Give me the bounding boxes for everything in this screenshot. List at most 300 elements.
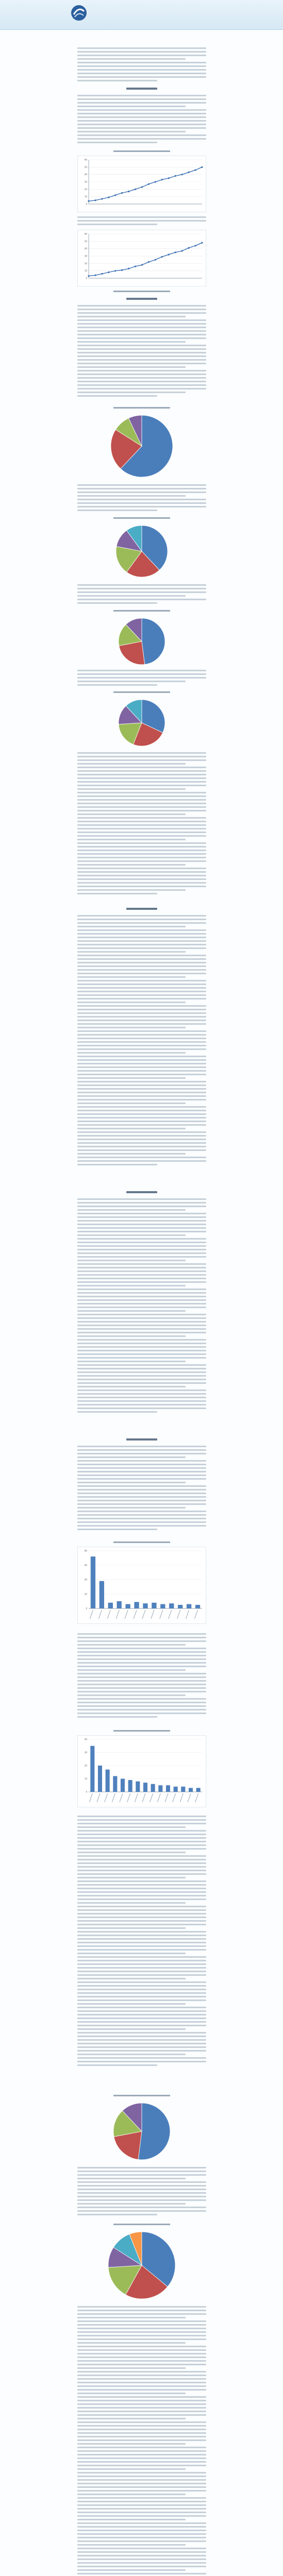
text-line xyxy=(77,2192,206,2194)
text-line xyxy=(77,1009,206,1010)
text-line xyxy=(77,973,206,974)
text-line xyxy=(77,681,186,682)
text-line xyxy=(77,1092,206,1093)
bar xyxy=(158,1785,162,1792)
text-line xyxy=(77,1917,206,1918)
text-line xyxy=(77,2028,186,2030)
text-line xyxy=(77,1709,206,1710)
text-line xyxy=(77,502,206,504)
bar xyxy=(143,1603,147,1608)
text-line xyxy=(77,1382,206,1384)
text-line xyxy=(77,673,206,675)
text-line xyxy=(77,220,206,222)
text-line xyxy=(77,1478,206,1480)
data-point xyxy=(201,166,203,168)
text-line xyxy=(77,2407,206,2409)
bar xyxy=(143,1783,147,1792)
text-line xyxy=(77,305,206,307)
text-line xyxy=(77,1077,186,1079)
text-line xyxy=(77,1059,206,1061)
section-heading xyxy=(77,1190,206,1195)
pie-chart xyxy=(77,2229,206,2303)
text-line xyxy=(77,1467,206,1469)
section-heading-rule xyxy=(126,908,157,910)
figure-caption xyxy=(77,2094,206,2098)
y-tick-label: 60 xyxy=(84,158,87,161)
text-line xyxy=(77,1371,206,1373)
text-line xyxy=(77,1648,206,1649)
text-line xyxy=(77,1121,206,1122)
text-line xyxy=(77,1361,186,1362)
text-line xyxy=(77,1687,206,1689)
text-paragraph xyxy=(77,915,206,1167)
data-point xyxy=(135,189,136,190)
text-line xyxy=(77,763,186,765)
text-line xyxy=(77,1981,206,1983)
text-line xyxy=(77,2555,206,2556)
bar xyxy=(108,1603,113,1608)
bar xyxy=(178,1605,182,1608)
text-line xyxy=(77,1464,206,1465)
text-line xyxy=(77,821,206,822)
pie-chart-svg xyxy=(77,522,206,581)
text-line xyxy=(77,348,206,350)
text-line xyxy=(77,1891,206,1893)
text-line xyxy=(77,1227,206,1229)
text-line xyxy=(77,1895,206,1896)
text-line xyxy=(77,1503,206,1505)
text-line xyxy=(77,1511,206,1512)
text-line xyxy=(77,1252,206,1254)
text-line xyxy=(77,1303,206,1304)
pie-chart-svg xyxy=(77,412,206,481)
text-line xyxy=(77,62,206,63)
data-point xyxy=(155,181,156,182)
text-line xyxy=(77,73,206,74)
text-line xyxy=(77,1285,186,1286)
text-line xyxy=(77,868,206,869)
text-line xyxy=(77,1931,206,1933)
text-line xyxy=(77,806,206,808)
text-line xyxy=(77,1117,206,1118)
text-line xyxy=(77,2526,206,2528)
text-line xyxy=(77,120,206,122)
text-line xyxy=(77,330,206,332)
text-line xyxy=(77,2393,186,2394)
text-line xyxy=(77,857,206,858)
text-line xyxy=(77,770,206,772)
text-line xyxy=(77,2371,206,2372)
text-line xyxy=(77,756,206,757)
text-line xyxy=(77,2181,206,2183)
text-line xyxy=(77,1256,206,1258)
text-line xyxy=(77,1375,206,1377)
text-line xyxy=(77,69,206,71)
text-line xyxy=(77,1460,206,1462)
text-line xyxy=(77,1953,186,1954)
data-point xyxy=(181,174,183,175)
bar-chart xyxy=(77,1547,206,1624)
y-tick-label: 60 xyxy=(84,1564,87,1567)
text-line xyxy=(77,2185,206,2187)
text-line xyxy=(77,2508,206,2510)
text-line xyxy=(77,2010,206,2012)
data-point xyxy=(175,175,176,177)
text-line xyxy=(77,337,206,339)
text-line xyxy=(77,1870,206,1871)
text-line xyxy=(77,871,206,873)
text-line xyxy=(77,58,186,60)
figure-caption-rule xyxy=(113,407,170,409)
text-line xyxy=(77,2210,206,2212)
bar xyxy=(181,1787,185,1792)
text-line xyxy=(77,2331,206,2333)
text-line xyxy=(77,327,206,328)
text-line xyxy=(77,341,186,343)
text-line xyxy=(77,363,206,364)
figure-caption xyxy=(77,609,206,613)
text-paragraph xyxy=(77,305,206,399)
bar-chart xyxy=(77,1735,206,1807)
text-line xyxy=(77,1651,206,1653)
text-line xyxy=(77,670,206,671)
text-line xyxy=(77,1826,186,1828)
text-line xyxy=(77,2530,206,2531)
data-point xyxy=(161,256,163,258)
text-line xyxy=(77,1500,206,1501)
text-line xyxy=(77,395,157,397)
figure-caption-rule xyxy=(113,2224,170,2225)
chart-frame xyxy=(77,1735,206,1807)
text-line xyxy=(77,2476,206,2477)
text-line xyxy=(77,2548,206,2549)
text-line xyxy=(77,1960,206,1961)
text-paragraph xyxy=(77,2306,206,2576)
y-tick-label: 40 xyxy=(84,1578,87,1581)
text-line xyxy=(77,1920,206,1922)
text-paragraph xyxy=(77,484,206,513)
org-name-en xyxy=(91,13,214,21)
text-line xyxy=(77,2324,206,2326)
bar xyxy=(169,1603,174,1608)
text-line xyxy=(77,1521,206,1523)
text-line xyxy=(77,1095,206,1097)
pie-chart xyxy=(77,2100,206,2164)
figure-caption xyxy=(77,690,206,694)
y-tick-label: 0 xyxy=(86,1607,87,1610)
text-line xyxy=(77,134,206,136)
text-line xyxy=(77,1456,186,1458)
text-line xyxy=(77,752,206,754)
text-line xyxy=(77,1048,206,1050)
org-name-cn xyxy=(91,4,214,11)
data-point xyxy=(94,275,96,276)
text-line xyxy=(77,1974,206,1976)
line-chart-svg xyxy=(77,156,206,212)
text-line xyxy=(77,1081,206,1082)
text-line xyxy=(77,1945,206,1947)
text-line xyxy=(77,2061,206,2062)
text-line xyxy=(77,2306,206,2308)
text-line xyxy=(77,595,186,597)
text-line xyxy=(77,95,206,96)
bar xyxy=(151,1784,155,1792)
text-paragraph xyxy=(77,2167,206,2217)
text-line xyxy=(77,2018,206,2019)
text-line xyxy=(77,1149,206,1151)
figure-caption xyxy=(77,516,206,520)
text-line xyxy=(77,2461,206,2463)
text-line xyxy=(77,958,206,960)
text-line xyxy=(77,2566,206,2567)
text-line xyxy=(77,1673,206,1674)
y-tick-label: 30 xyxy=(84,180,87,183)
data-point xyxy=(101,273,103,275)
text-line xyxy=(77,926,186,927)
text-line xyxy=(77,1400,206,1402)
text-line xyxy=(77,2064,157,2066)
text-line xyxy=(77,352,206,353)
text-line xyxy=(77,1514,206,1516)
text-line xyxy=(77,1938,206,1940)
text-line xyxy=(77,893,157,894)
text-line xyxy=(77,1698,206,1700)
text-line xyxy=(77,799,206,801)
text-line xyxy=(77,1862,206,1864)
text-line xyxy=(77,933,206,935)
text-line xyxy=(77,1206,206,1207)
text-line xyxy=(77,116,206,118)
text-line xyxy=(77,951,186,953)
text-line xyxy=(77,1713,206,1714)
text-line xyxy=(77,2313,206,2315)
text-line xyxy=(77,1110,206,1111)
text-line xyxy=(77,1070,206,1072)
text-line xyxy=(77,962,206,963)
text-paragraph xyxy=(77,584,206,606)
text-line xyxy=(77,1124,206,1126)
text-line xyxy=(77,1705,206,1707)
text-line xyxy=(77,1662,206,1664)
text-line xyxy=(77,2174,206,2176)
text-line xyxy=(77,777,206,779)
text-line xyxy=(77,2515,206,2517)
text-line xyxy=(77,323,206,325)
text-line xyxy=(77,1837,206,1839)
text-line xyxy=(77,1074,206,1075)
text-line xyxy=(77,1164,157,1165)
text-line xyxy=(77,98,206,100)
text-line xyxy=(77,1084,206,1086)
figure-caption-rule xyxy=(113,517,170,519)
text-line xyxy=(77,2465,206,2466)
bar xyxy=(160,1604,165,1608)
text-line xyxy=(77,886,206,887)
figure-caption xyxy=(77,1729,206,1733)
text-line xyxy=(77,1220,206,1222)
text-line xyxy=(77,2043,206,2044)
data-point xyxy=(148,261,149,263)
text-line xyxy=(77,2504,206,2506)
line-chart xyxy=(77,230,206,286)
text-line xyxy=(77,495,186,497)
text-line xyxy=(77,2003,186,2005)
text-line xyxy=(77,113,206,114)
text-line xyxy=(77,1350,206,1351)
data-point xyxy=(121,269,123,271)
text-line xyxy=(77,1263,206,1265)
text-line xyxy=(77,929,206,931)
text-line xyxy=(77,1292,206,1294)
text-line xyxy=(77,1131,206,1133)
text-line xyxy=(77,1884,206,1886)
text-line xyxy=(77,2389,206,2391)
y-tick-label: 0 xyxy=(86,277,87,280)
figure-caption xyxy=(77,149,206,154)
text-line xyxy=(77,1198,206,1200)
section-heading-rule xyxy=(126,88,157,90)
text-line xyxy=(77,2472,206,2473)
text-line xyxy=(77,1224,206,1225)
pie-chart xyxy=(77,697,206,750)
text-line xyxy=(77,124,206,125)
text-line xyxy=(77,1343,206,1344)
text-line xyxy=(77,2050,206,2052)
text-line xyxy=(77,980,206,981)
data-point xyxy=(188,247,190,249)
text-line xyxy=(77,1967,206,1969)
text-line xyxy=(77,76,206,78)
text-line xyxy=(77,1020,206,1021)
text-line xyxy=(77,1935,206,1936)
y-tick-label: 30 xyxy=(84,255,87,258)
text-line xyxy=(77,1012,206,1014)
text-line xyxy=(77,1408,206,1409)
text-line xyxy=(77,774,206,775)
bar xyxy=(126,1604,130,1608)
text-line xyxy=(77,759,206,761)
text-line xyxy=(77,1242,206,1243)
text-line xyxy=(77,1899,206,1900)
text-line xyxy=(77,102,206,104)
y-tick-label: 20 xyxy=(84,188,87,191)
section-heading-rule xyxy=(126,1191,157,1193)
text-line xyxy=(77,2032,206,2033)
text-line xyxy=(77,2447,206,2448)
text-line xyxy=(77,1260,186,1261)
text-line xyxy=(77,1103,186,1104)
text-line xyxy=(77,1034,206,1036)
section-heading xyxy=(77,87,206,91)
text-line xyxy=(77,142,157,143)
text-line xyxy=(77,2007,206,2008)
chart-frame xyxy=(77,156,206,212)
text-line xyxy=(77,1389,206,1391)
text-line xyxy=(77,1716,157,1718)
data-point xyxy=(108,197,109,198)
pie-slice xyxy=(138,2103,170,2160)
y-tick-label: 30 xyxy=(84,1751,87,1754)
text-line xyxy=(77,2317,186,2318)
data-point xyxy=(155,259,156,261)
text-line xyxy=(77,599,206,600)
chart-frame xyxy=(77,1547,206,1624)
text-line xyxy=(77,944,206,945)
pie-chart xyxy=(77,522,206,581)
text-line xyxy=(77,976,186,978)
text-line xyxy=(77,2346,206,2347)
section-heading-rule xyxy=(126,1438,157,1440)
text-paragraph xyxy=(77,1816,206,2068)
text-line xyxy=(77,2178,186,2179)
text-line xyxy=(77,216,206,218)
text-line xyxy=(77,591,206,593)
data-point xyxy=(135,265,136,267)
text-line xyxy=(77,2483,206,2484)
text-line xyxy=(77,1848,206,1850)
text-line xyxy=(77,2432,206,2434)
text-line xyxy=(77,781,206,783)
text-line xyxy=(77,1819,206,1821)
text-line xyxy=(77,828,206,829)
text-line xyxy=(77,2214,157,2215)
bar xyxy=(91,1556,95,1608)
text-line xyxy=(77,803,206,804)
y-tick-label: 60 xyxy=(84,232,87,235)
bar xyxy=(189,1788,193,1792)
text-line xyxy=(77,878,206,880)
section-heading xyxy=(77,1437,206,1442)
bar xyxy=(152,1603,156,1608)
text-line xyxy=(77,853,206,855)
bar-chart-svg xyxy=(77,1735,206,1807)
text-line xyxy=(77,2014,206,2015)
text-line xyxy=(77,1453,206,1454)
text-line xyxy=(77,1135,206,1137)
text-line xyxy=(77,2436,206,2437)
figure-caption xyxy=(77,2223,206,2227)
text-line xyxy=(77,1346,206,1348)
text-line xyxy=(77,1637,206,1638)
bar xyxy=(113,1776,117,1792)
text-line xyxy=(77,1529,157,1530)
text-line xyxy=(77,2338,206,2340)
text-line xyxy=(77,1041,206,1043)
bar xyxy=(134,1602,139,1608)
text-line xyxy=(77,1676,206,1678)
document-title xyxy=(82,33,201,38)
text-line xyxy=(77,2400,206,2401)
text-line xyxy=(77,1830,206,1832)
text-line xyxy=(77,2494,186,2495)
text-line xyxy=(77,309,206,310)
data-point xyxy=(161,179,163,180)
text-line xyxy=(77,392,186,393)
figure-caption-rule xyxy=(113,2095,170,2096)
text-line xyxy=(77,2450,206,2452)
text-line xyxy=(77,1368,206,1369)
text-line xyxy=(77,2353,206,2354)
text-line xyxy=(77,1066,206,1068)
text-line xyxy=(77,2196,206,2197)
data-point xyxy=(181,250,183,251)
text-line xyxy=(77,2458,206,2459)
text-paragraph xyxy=(77,1198,206,1415)
text-line xyxy=(77,2443,186,2445)
text-line xyxy=(77,1489,206,1490)
y-tick-label: 0 xyxy=(86,202,87,206)
text-line xyxy=(77,138,206,140)
